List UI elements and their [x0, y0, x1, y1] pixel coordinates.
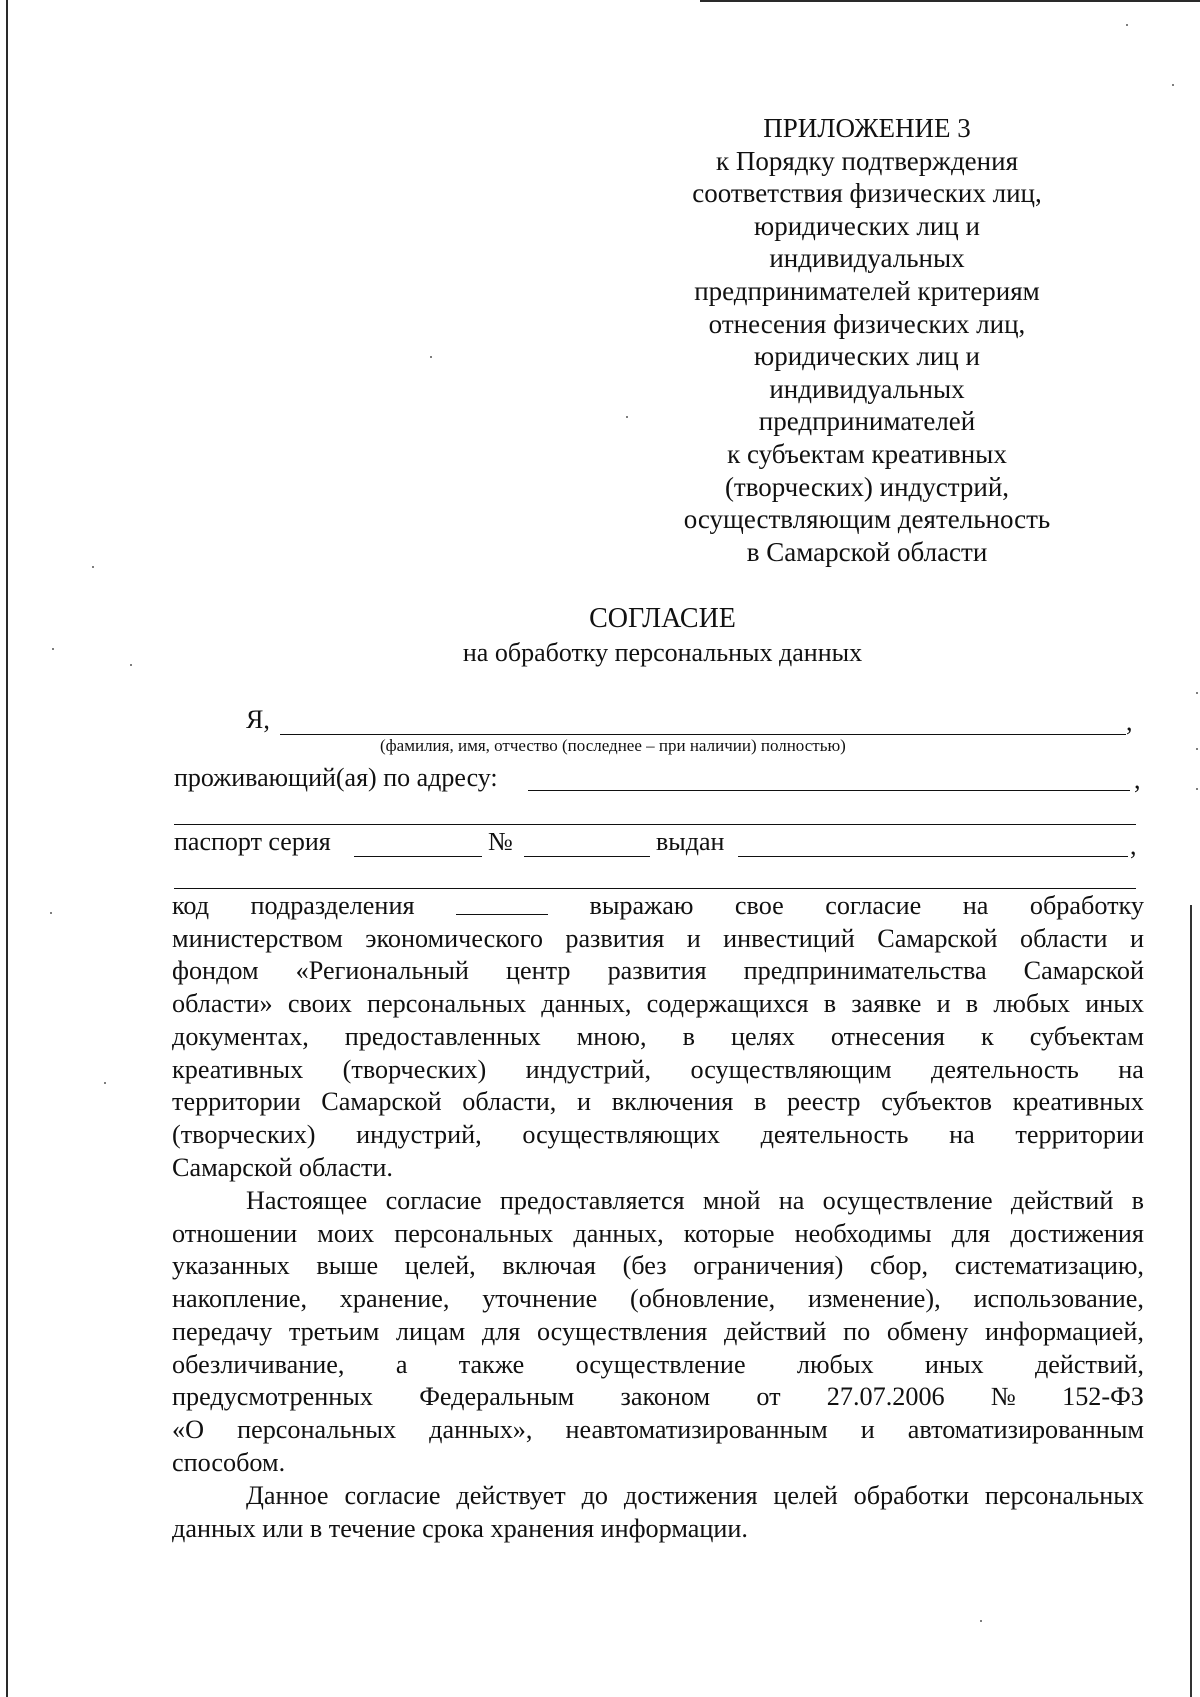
comma: ,: [1130, 831, 1137, 860]
text-word: и: [860, 1414, 875, 1444]
text-word: деятельность: [760, 1119, 909, 1149]
appendix-line: к Порядку подтверждения: [716, 145, 1018, 176]
text-word: действует: [456, 1481, 566, 1510]
text-word: Федеральным: [419, 1382, 575, 1412]
text-word: 152-ФЗ: [1062, 1382, 1144, 1412]
address-field-line2[interactable]: [174, 824, 1136, 825]
text-word: содержащихся: [646, 989, 809, 1019]
scan-speck: [50, 912, 52, 914]
page-edge-right: [1190, 905, 1192, 1697]
scan-speck: [1196, 748, 1198, 750]
text-word: иных: [1085, 989, 1144, 1019]
consent-paragraph-2: [172, 1185, 1144, 1479]
text-word: данных,: [573, 1218, 664, 1248]
text-word: согласие: [344, 1481, 441, 1510]
text-word: «Региональный: [295, 956, 469, 986]
scan-speck: [104, 1082, 106, 1084]
text-word: уточнение: [482, 1284, 598, 1314]
text-word: Настоящее: [246, 1186, 368, 1215]
text-line: данных или в течение срока хранения информации.: [172, 1513, 748, 1543]
text-word: индустрий,: [356, 1119, 482, 1149]
text-line: [172, 1381, 1144, 1414]
text-line: [172, 923, 1144, 956]
text-word: на: [962, 891, 989, 920]
text-word: Самарской: [877, 923, 998, 953]
text-word: указанных: [172, 1251, 290, 1281]
text-word: выше: [316, 1251, 379, 1281]
passport-issued-by-line2[interactable]: [174, 888, 1136, 889]
text-word: включения: [611, 1087, 734, 1117]
text-word: 27.07.2006: [826, 1382, 945, 1412]
text-word: предоставляется: [499, 1186, 685, 1215]
text-word: третьим: [288, 1316, 380, 1346]
text-word: данных»,: [429, 1414, 533, 1444]
text-word: заявке: [851, 989, 922, 1019]
text-word: которые: [683, 1218, 775, 1248]
passport-issued-by-field[interactable]: [738, 856, 1128, 857]
text-word: осуществляющим: [690, 1054, 892, 1084]
consent-paragraph-1: [172, 890, 1144, 1184]
text-line: [172, 1250, 1144, 1283]
text-word: от: [756, 1382, 781, 1412]
text-word: автоматизированным: [907, 1414, 1144, 1444]
text-word: необходимы: [794, 1218, 932, 1248]
text-line: [172, 1480, 1144, 1513]
text-word: для: [481, 1316, 521, 1346]
text-line: [172, 988, 1144, 1021]
passport-number-field[interactable]: [524, 856, 650, 857]
scan-speck: [1126, 24, 1128, 26]
appendix-line: к субъектам креативных: [727, 438, 1007, 469]
text-word: своих: [287, 989, 352, 1019]
text-word: персональных: [394, 1218, 554, 1248]
text-word: а: [395, 1349, 408, 1379]
passport-series-label: паспорт серия: [174, 827, 331, 856]
text-line: [172, 1119, 1144, 1152]
text-word: осуществление: [575, 1349, 746, 1379]
text-line: [172, 1218, 1144, 1251]
text-line: [172, 1316, 1144, 1349]
text-word: территории: [1015, 1119, 1144, 1149]
division-code-field[interactable]: [456, 890, 548, 915]
text-word: предусмотренных: [172, 1382, 373, 1412]
text-word: реестр: [787, 1087, 861, 1117]
text-word: №: [990, 1382, 1016, 1412]
scan-speck: [92, 566, 94, 568]
issued-label: выдан: [656, 827, 725, 856]
text-word: субъектам: [1029, 1021, 1144, 1051]
text-word: достижения: [1010, 1218, 1144, 1248]
address-label: проживающий(ая) по адресу:: [174, 763, 498, 792]
text-line: [172, 1414, 1144, 1447]
text-word: обмену: [886, 1316, 969, 1346]
appendix-line: осуществляющим деятельность: [683, 504, 1051, 535]
text-word: также: [458, 1349, 525, 1379]
full-name-hint: (фамилия, имя, отчество (последнее – при наличии) полностью): [380, 736, 846, 755]
text-word: области,: [462, 1087, 557, 1117]
i-label: Я,: [246, 705, 270, 734]
text-word: хранение,: [339, 1284, 450, 1314]
scan-speck: [980, 1620, 982, 1622]
text-word: отнесения: [830, 1021, 945, 1051]
text-word: инвестиций: [723, 923, 855, 953]
text-word: отношении: [172, 1218, 298, 1248]
text-word: фондом: [172, 956, 259, 986]
text-word: осуществления: [536, 1316, 708, 1346]
text-word: на: [949, 1119, 975, 1149]
text-word: и: [686, 923, 701, 953]
address-field[interactable]: [528, 790, 1130, 791]
page-edge-left: [6, 0, 8, 1697]
text-line: [172, 1349, 1144, 1382]
text-word: персональных: [984, 1481, 1144, 1510]
text-word: информацией,: [984, 1316, 1144, 1346]
text-line: Самарской области.: [172, 1152, 393, 1182]
text-line: способом.: [172, 1447, 286, 1477]
text-word: для: [951, 1218, 991, 1248]
comma: ,: [1126, 707, 1133, 736]
text-word: креативных: [172, 1054, 304, 1084]
text-word: действий: [1010, 1186, 1114, 1215]
text-word: развития: [565, 923, 665, 953]
text-word: любых: [993, 989, 1071, 1019]
text-word: и: [1129, 923, 1144, 953]
text-line: [172, 955, 1144, 988]
text-word: на: [1118, 1054, 1144, 1084]
text-word: (творческих): [172, 1119, 316, 1149]
text-word: развития: [607, 956, 707, 986]
appendix-line: юридических лиц и: [754, 210, 980, 241]
text-word: целей,: [404, 1251, 476, 1281]
scan-speck: [626, 416, 628, 418]
text-word: согласие: [825, 891, 922, 920]
text-word: данных,: [541, 989, 632, 1019]
text-word: в: [753, 1087, 767, 1117]
document-title: СОГЛАСИЕ: [589, 603, 736, 634]
text-word: области»: [172, 989, 273, 1019]
text-word: деятельность: [931, 1054, 1079, 1084]
text-word: Самарской: [1023, 956, 1144, 986]
text-word: к: [981, 1021, 994, 1051]
text-word: моих: [317, 1218, 375, 1248]
division-code-label-2: подразделения: [250, 891, 415, 920]
comma: ,: [1134, 765, 1141, 794]
text-word: систематизацию,: [954, 1251, 1144, 1281]
text-word: законом: [620, 1382, 711, 1412]
text-word: лицам: [395, 1316, 466, 1346]
text-word: персональных: [367, 989, 527, 1019]
text-word: территории: [172, 1087, 301, 1117]
division-code-line: [172, 890, 1144, 923]
text-word: включая: [502, 1251, 596, 1281]
text-word: в: [965, 989, 979, 1019]
text-word: (творческих): [342, 1054, 487, 1084]
text-word: «О: [172, 1414, 205, 1444]
text-word: предоставленных: [344, 1021, 541, 1051]
appendix-line: предпринимателей: [758, 406, 976, 437]
consent-paragraph-3: [172, 1480, 1144, 1545]
text-word: в: [682, 1021, 695, 1051]
text-line: [172, 1054, 1144, 1087]
text-word: экономического: [365, 923, 543, 953]
text-word: креативных: [1012, 1087, 1144, 1117]
scan-speck: [1196, 692, 1198, 694]
text-word: изменение),: [807, 1284, 941, 1314]
text-word: действий,: [1034, 1349, 1144, 1379]
appendix-line: индивидуальных: [769, 243, 965, 274]
scan-speck: [1196, 788, 1198, 790]
text-word: в: [1131, 1186, 1144, 1215]
text-word: обезличивание,: [172, 1349, 345, 1379]
text-word: неавтоматизированным: [565, 1414, 828, 1444]
text-word: осуществление: [822, 1186, 993, 1215]
text-word: Данное: [246, 1481, 329, 1510]
text-word: субъектов: [881, 1087, 992, 1117]
text-word: и: [577, 1087, 592, 1117]
text-word: свое: [734, 891, 784, 920]
text-word: передачу: [172, 1316, 273, 1346]
page-edge-top: [700, 0, 1200, 2]
text-word: мной: [702, 1186, 761, 1215]
appendix-line: соответствия физических лиц,: [692, 178, 1042, 209]
appendix-header: [650, 112, 1084, 568]
text-word: целях: [730, 1021, 795, 1051]
text-word: в: [823, 989, 837, 1019]
text-word: министерством: [172, 923, 343, 953]
text-word: до: [581, 1481, 609, 1510]
text-word: действий: [724, 1316, 827, 1346]
text-word: документах,: [172, 1021, 309, 1051]
text-word: ограничения): [693, 1251, 844, 1281]
scan-speck: [1172, 84, 1174, 86]
passport-series-field[interactable]: [354, 856, 482, 857]
text-line: [172, 1021, 1144, 1054]
text-word: согласие: [385, 1186, 482, 1215]
text-word: использование,: [973, 1284, 1144, 1314]
text-word: (обновление,: [630, 1284, 776, 1314]
text-word: центр: [506, 956, 571, 986]
appendix-line: юридических лиц и: [754, 341, 980, 372]
text-word: по: [843, 1316, 871, 1346]
appendix-line: в Самарской области: [746, 536, 988, 567]
text-word: выражаю: [589, 891, 694, 920]
full-name-field[interactable]: [280, 734, 1126, 735]
text-word: накопление,: [172, 1284, 308, 1314]
text-word: индустрий,: [525, 1054, 652, 1084]
appendix-line: предпринимателей критериям: [694, 275, 1040, 306]
appendix-line: отнесения физических лиц,: [708, 308, 1026, 339]
text-word: предпринимательства: [743, 956, 987, 986]
text-word: персональных: [237, 1414, 397, 1444]
text-word: Самарской: [321, 1087, 442, 1117]
text-line: [172, 1185, 1144, 1218]
text-word: обработку: [1029, 891, 1144, 920]
text-word: иных: [924, 1349, 984, 1379]
text-word: обработки: [853, 1481, 969, 1510]
text-line: [172, 1086, 1144, 1119]
appendix-line: (творческих) индустрий,: [724, 471, 1010, 502]
division-code-label: код: [172, 891, 210, 920]
appendix-title: ПРИЛОЖЕНИЕ 3: [763, 113, 971, 143]
text-word: на: [778, 1186, 805, 1215]
text-word: области: [1019, 923, 1108, 953]
appendix-line: индивидуальных: [769, 373, 965, 404]
text-word: достижения: [623, 1481, 758, 1510]
text-word: любых: [796, 1349, 874, 1379]
text-word: сбор,: [870, 1251, 929, 1281]
document-subtitle: на обработку персональных данных: [462, 638, 863, 667]
text-word: целей: [773, 1481, 838, 1510]
text-word: осуществляющих: [522, 1119, 720, 1149]
text-word: мною,: [576, 1021, 647, 1051]
text-word: (без: [622, 1251, 667, 1281]
number-sign-label: №: [488, 827, 513, 856]
scan-speck: [430, 356, 432, 358]
text-word: и: [936, 989, 951, 1019]
text-line: [172, 1283, 1144, 1316]
